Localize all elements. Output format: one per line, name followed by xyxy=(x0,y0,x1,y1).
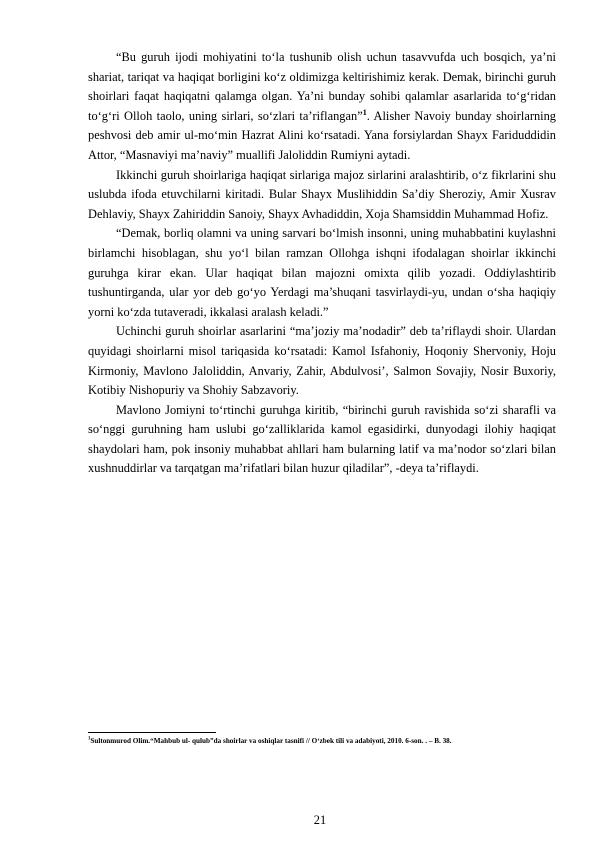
footnote-text: Sultonmurod Olim.“Mahbub ul- qulub”da shoirlar va oshiqlar tasnifi // O‘zbek tili va adabiyoti, 2010. 6-son. . – B. 38. xyxy=(90,737,452,745)
page-number: 21 xyxy=(313,813,327,827)
footnote-separator xyxy=(88,732,216,733)
paragraph-1 xyxy=(88,48,556,166)
paragraph-4: Uchinchi guruh shoirlar asarlarini “ma’joziy ma’nodadir” deb ta’riflaydi shoir. Ulardan quyidagi shoirlarni misol tariqasida ko‘rsatadi: Kamol Isfahoniy, Hoqoniy Shervoniy, Hoju Kirmoniy, Mavlono Jaloliddin, Anvariy, Zahir, Abdulvosi’, Salmon Sovajiy, Nosir Buxoriy, Kotibiy Nishopuriy va Shohiy Sabzavoriy. xyxy=(88,324,556,398)
paragraph-5: Mavlono Jomiyni to‘rtinchi guruhga kiritib, “birinchi guruh ravishida so‘zi sharafli va so‘nggi guruhning ham uslubi go‘zalliklarida kamol egasidirki, dunyodagi ilohiy haqiqat shaydolari ham, pok insoniy muhabbat ahllari ham bularning latif va ma’nodor so‘zlari bilan xushnuddirlar va tarqatgan ma’rifatlari bilan huzur qiladilar”, -deya ta’riflaydi. xyxy=(88,402,556,476)
paragraph-1-text: “Bu guruh ijodi mohiyatini to‘la tushunib olish uchun tasavvufda uch bosqich, ya’ni shariat, tariqat va haqiqat borligini ko‘z oldimizga keltirishimiz kerak. Demak, birinchi guruh shoirlari faqat haqiqatni qalamga olgan. Ya’ni bunday sohibi qalamlar asarlarida to‘g‘ridan to‘g‘ri Olloh taolo, uning sirlari, so‘zlari ta’riflangan” xyxy=(88,50,556,123)
footnote-mark: 1 xyxy=(88,736,91,742)
body-text xyxy=(88,48,556,479)
footnote-reference[interactable]: 1 xyxy=(362,107,367,117)
footnote xyxy=(88,736,558,746)
paragraph-1-text-continued: . Alisher Navoiy bunday shoirlarning peshvosi deb amir ul-mo‘min Hazrat Alini ko‘rsatadi. Yana forsiylardan Shayx Fariduddidin Attor, “Masnaviyi ma’naviy” muallifi Jaloliddin Rumiyni aytadi. xyxy=(88,108,556,162)
paragraph-2: Ikkinchi guruh shoirlariga haqiqat sirlariga majoz sirlarini aralashtirib, o‘z fikrlarini shu uslubda ifoda etuvchilarni kiritadi. Bular Shayx Muslihiddin Sa’diy Sheroziy, Amir Xusrav Dehlaviy, Shayx Zahiriddin Sanoiy, Shayx Avhadiddin, Xoja Shamsiddin Muhammad Hofiz. xyxy=(88,167,556,221)
paragraph-3: “Demak, borliq olamni va uning sarvari bo‘lmish insonni, uning muhabbatini kuylashni birlamchi hisoblagan, shu yo‘l bilan ramzan Ollohga ishqni ifodalagan shoirlar ikkinchi guruhga kirar ekan. Ular haqiqat bilan majozni omixta qilib yozadi. Oddiylashtirib tushuntirganda, ular yor deb go‘yo Yerdagi ma’shuqani tasvirlaydi-yu, undan o‘sha haqiqiy yorni ko‘zda tutaveradi, ikkalasi aralash keladi.” xyxy=(88,226,556,319)
